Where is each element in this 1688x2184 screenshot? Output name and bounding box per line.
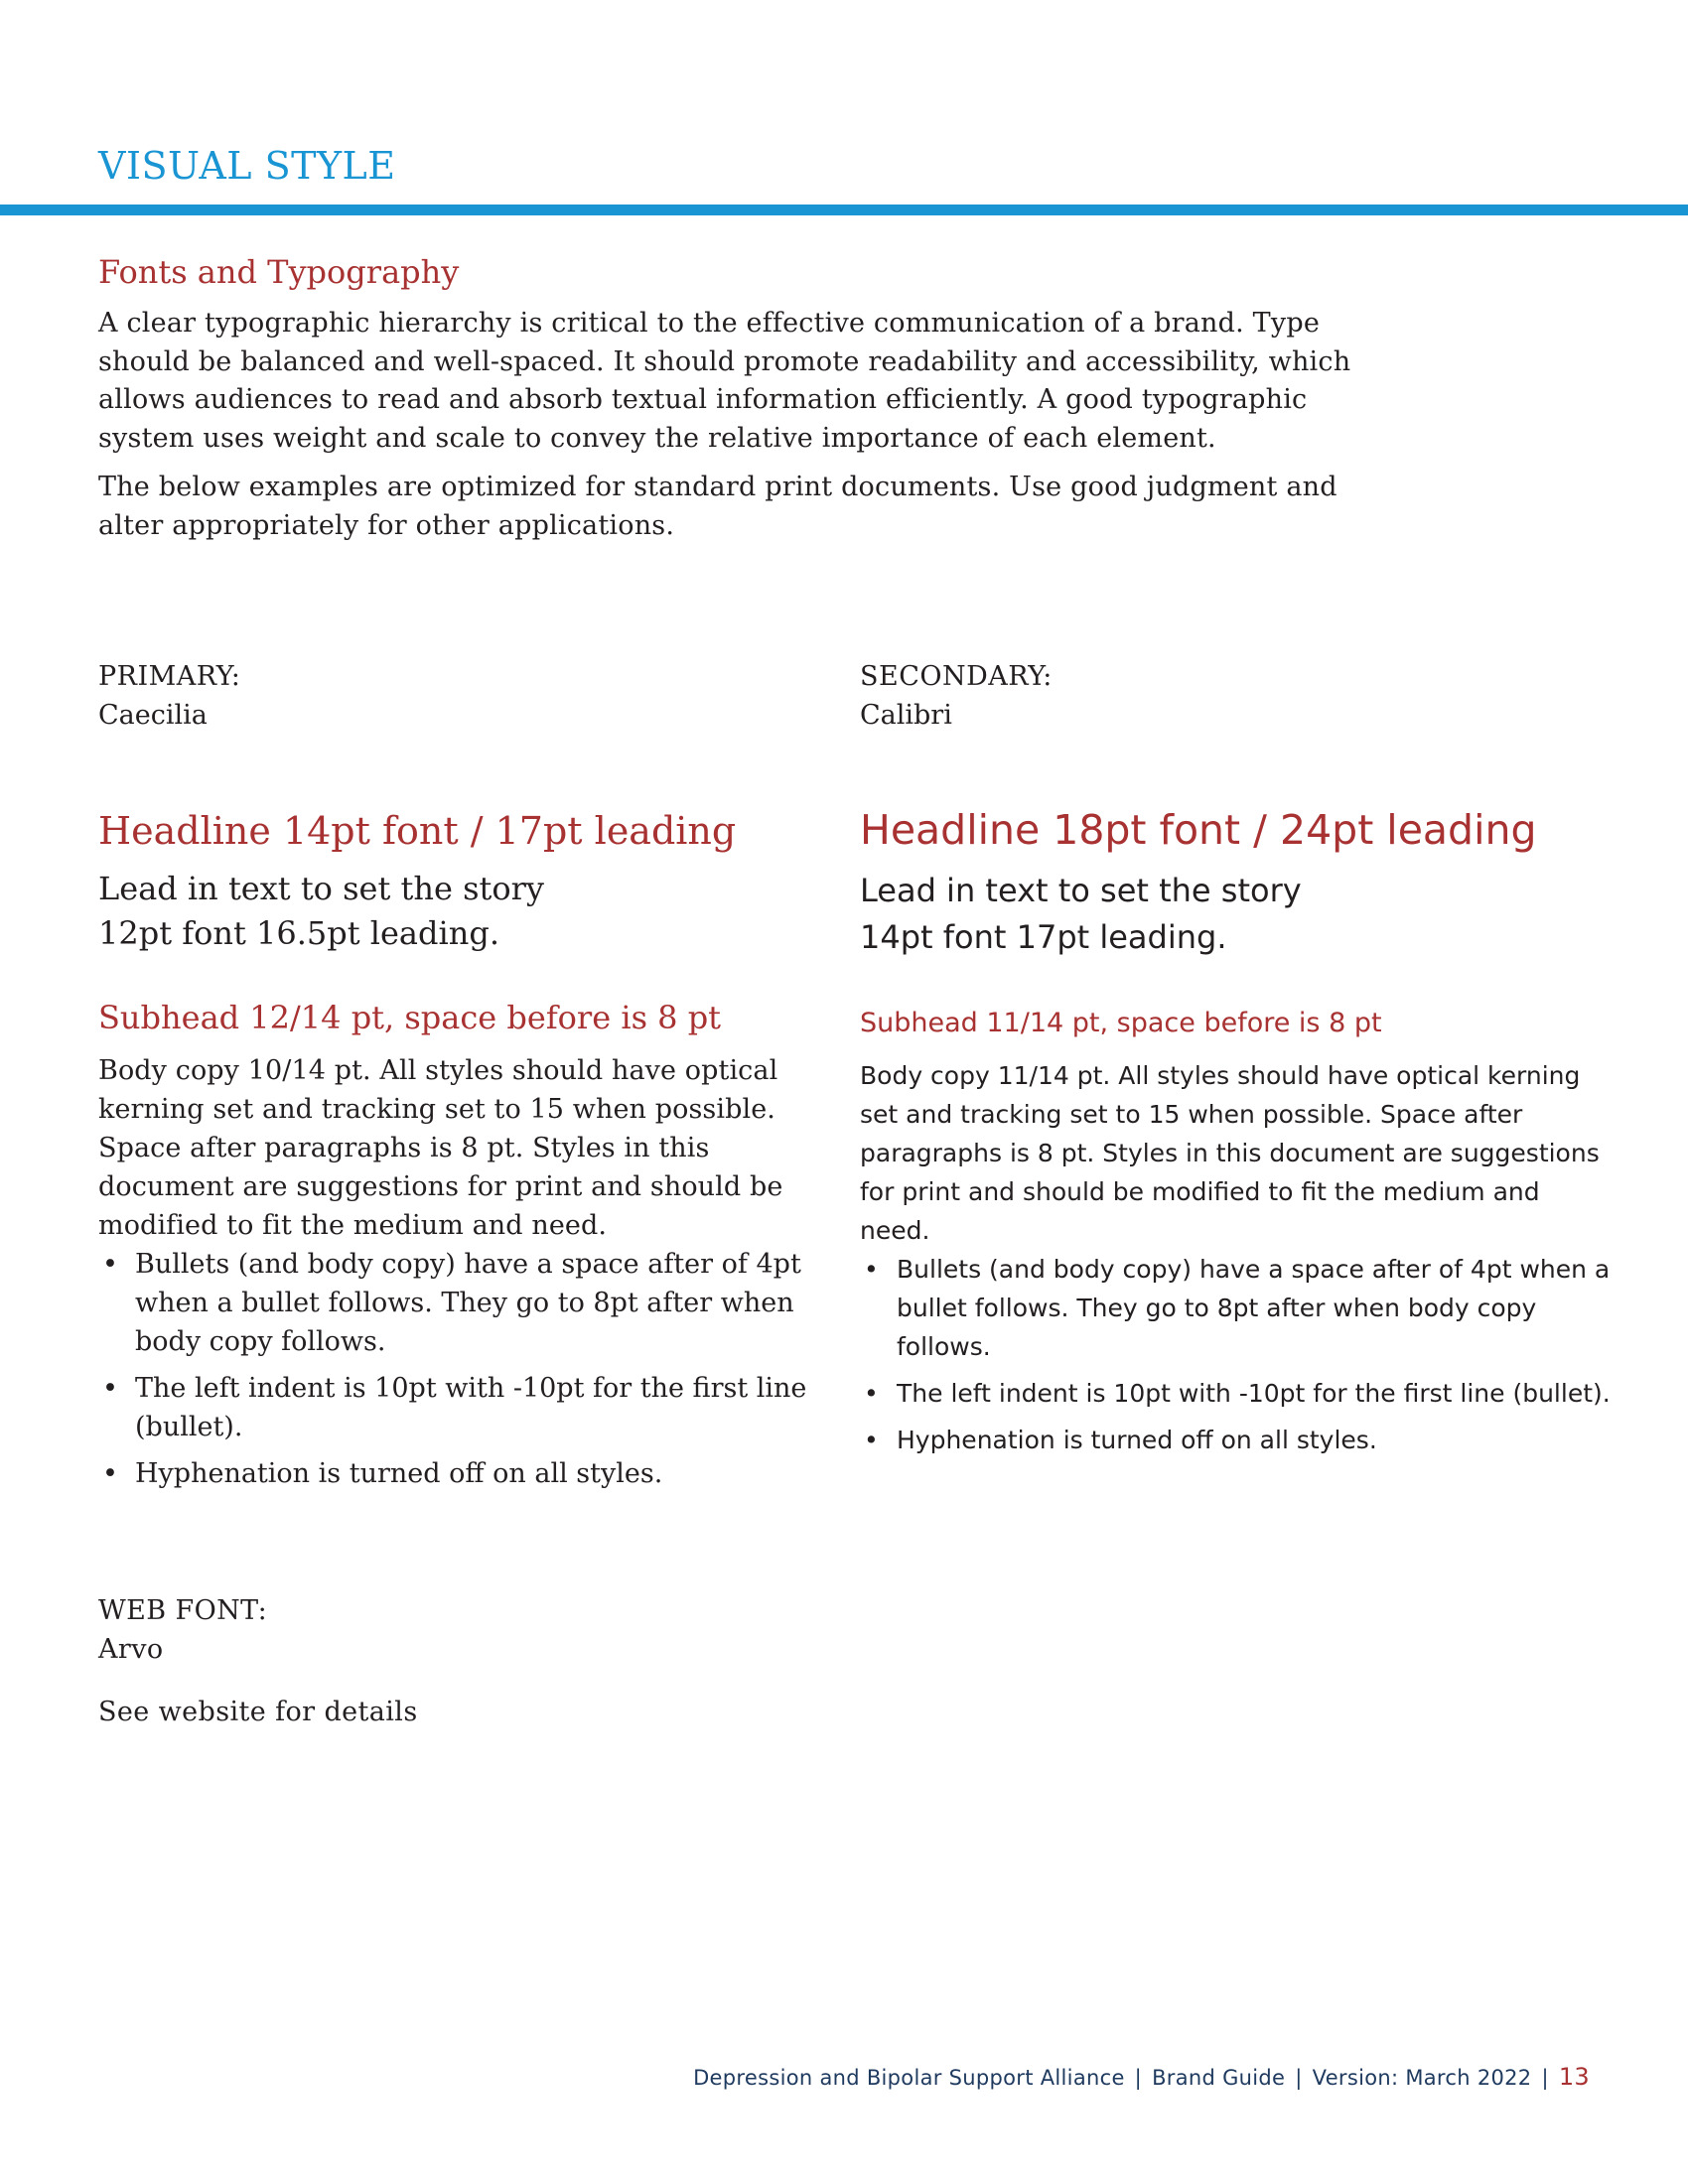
bullet-icon: • [102, 1373, 118, 1404]
secondary-lead-sample [860, 868, 1595, 961]
secondary-font-column [860, 657, 1611, 1454]
section-title: VISUAL STYLE [98, 144, 396, 188]
bullet-text: Bullets (and body copy) have a space after of 4pt when a bullet follows. They go to 8pt after when body copy follows. [897, 1255, 1611, 1361]
web-font-section [98, 1591, 793, 1731]
bullet-text: Hyphenation is turned off on all styles. [135, 1458, 663, 1489]
list-item [860, 1250, 1615, 1366]
primary-font-column [98, 657, 833, 1489]
web-font-label: WEB FONT: [98, 1595, 268, 1626]
footer-separator: | [1295, 2066, 1303, 2090]
secondary-body-sample: Body copy 11/14 pt. All styles should have optical kerning set and tracking set to 15 when possible. Space after paragraphs is 8 pt. Styles in this document are suggestions for print and should be modified to fit the medium and need. [860, 1061, 1600, 1245]
primary-label: PRIMARY: [98, 661, 241, 692]
secondary-lead-line: 14pt font 17pt leading. [860, 918, 1227, 956]
bullet-icon: • [102, 1249, 118, 1280]
footer-separator: | [1541, 2066, 1549, 2090]
intro-text [98, 305, 1409, 556]
secondary-font-name: Calibri [860, 700, 952, 731]
primary-lead-line: Lead in text to set the story [98, 870, 544, 907]
secondary-bullet-list [860, 1250, 1615, 1467]
primary-font-name: Caecilia [98, 700, 208, 731]
section-divider [0, 205, 1688, 215]
footer-document: Brand Guide [1152, 2066, 1286, 2090]
bullet-icon: • [864, 1255, 879, 1284]
list-item [98, 1369, 833, 1446]
primary-lead-sample [98, 867, 833, 956]
intro-paragraph: The below examples are optimized for standard print documents. Use good judgment and alter appropriately for other applications. [98, 472, 1337, 541]
secondary-headline-sample: Headline 18pt font / 24pt leading [860, 806, 1537, 854]
page-number: 13 [1558, 2063, 1590, 2091]
bullet-text: The left indent is 10pt with -10pt for the first line (bullet). [135, 1373, 807, 1442]
bullet-text: The left indent is 10pt with -10pt for the first line (bullet). [897, 1379, 1611, 1408]
secondary-label: SECONDARY: [860, 661, 1053, 692]
intro-paragraph: A clear typographic hierarchy is critical to the effective communication of a brand. Type should be balanced and well-spaced. It should promote readability and accessibility, which allows audiences to read and absorb textual information efficiently. A good typographic system uses weight and scale to convey the relative importance of each element. [98, 308, 1351, 454]
bullet-icon: • [864, 1379, 879, 1408]
list-item [98, 1454, 833, 1493]
primary-bullet-list [98, 1245, 833, 1501]
footer-separator: | [1134, 2066, 1143, 2090]
bullet-icon: • [102, 1458, 118, 1489]
bullet-text: Bullets (and body copy) have a space after of 4pt when a bullet follows. They go to 8pt after when body copy follows. [135, 1249, 801, 1357]
primary-lead-line: 12pt font 16.5pt leading. [98, 914, 499, 952]
primary-headline-sample: Headline 14pt font / 17pt leading [98, 809, 737, 853]
web-font-note: See website for details [98, 1697, 418, 1727]
web-font-name: Arvo [98, 1634, 164, 1665]
list-item [98, 1245, 833, 1361]
footer-organization: Depression and Bipolar Support Alliance [693, 2066, 1125, 2090]
bullet-text: Hyphenation is turned off on all styles. [897, 1426, 1377, 1454]
list-item [860, 1421, 1615, 1459]
secondary-subhead-sample: Subhead 11/14 pt, space before is 8 pt [860, 1008, 1382, 1038]
primary-subhead-sample: Subhead 12/14 pt, space before is 8 pt [98, 999, 722, 1036]
secondary-lead-line: Lead in text to set the story [860, 872, 1302, 909]
list-item [860, 1374, 1615, 1413]
page-footer [693, 2062, 1590, 2093]
fonts-typography-heading: Fonts and Typography [98, 253, 460, 291]
footer-version: Version: March 2022 [1312, 2066, 1532, 2090]
bullet-icon: • [864, 1426, 879, 1454]
primary-body-sample: Body copy 10/14 pt. All styles should have optical kerning set and tracking set to 15 when possible. Space after paragraphs is 8 pt. Styles in this document are suggestions for print and should be modified to fit the medium and need. [98, 1055, 783, 1241]
